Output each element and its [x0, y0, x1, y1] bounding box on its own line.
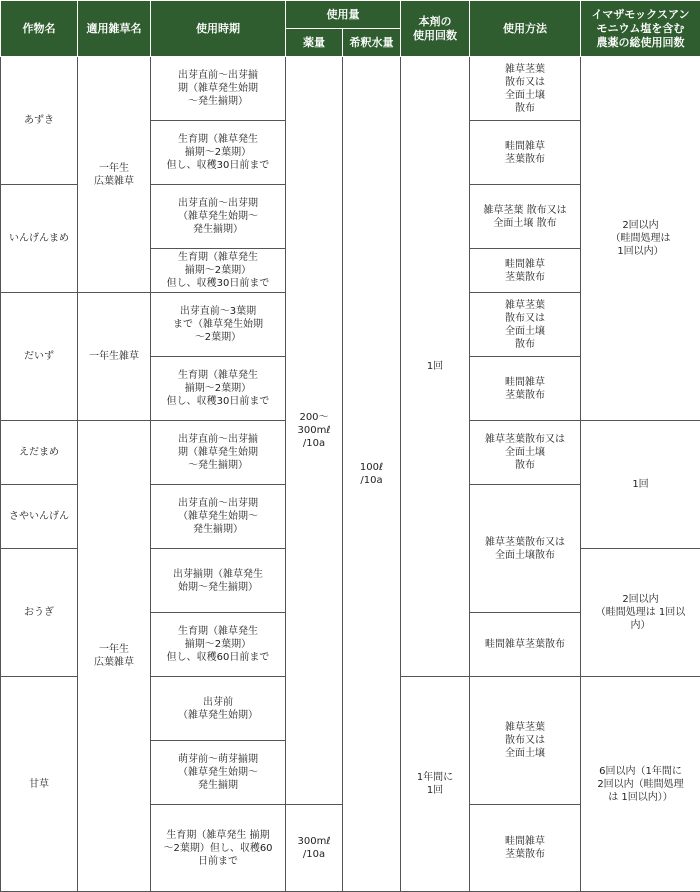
timing-cell: 萌芽前～萌芽揃期 （雑草発生始期～ 発生揃期 [151, 741, 286, 805]
header-total: イマザモックスアン モニウム塩を含む 農薬の総使用回数 [581, 1, 700, 57]
method-cell: 雑草茎葉 散布又は 全面土壌 [470, 677, 581, 805]
method-cell: 畦間雑草 茎葉散布 [470, 357, 581, 421]
dilution-100: 100ℓ /10a [343, 57, 401, 892]
crop-ougi: おうぎ [1, 549, 78, 677]
timing-cell: 出芽直前～出芽揃 期（雑草発生始期 ～発生揃期） [151, 421, 286, 485]
weed-broadleaf-annual: 一年生 広葉雑草 [78, 57, 151, 293]
total-group-4: 6回以内（1年間に 2回以内（畦間処理 は 1回以内）） [581, 677, 700, 892]
timing-cell: 生育期（雑草発生 揃期～2葉期） 但し、収穫30日前まで [151, 357, 286, 421]
times-once-per-year: 1年間に 1回 [401, 677, 470, 892]
crop-ingenmame: いんげんまめ [1, 185, 78, 293]
total-group-2: 1回 [581, 421, 700, 549]
timing-cell: 出芽直前～出芽期 （雑草発生始期～ 発生揃期） [151, 485, 286, 549]
amount-300: 300mℓ /10a [286, 805, 343, 892]
method-cell: 雑草茎葉 散布又は 全面土壌 散布 [470, 185, 581, 249]
timing-cell: 生育期（雑草発生 揃期～2葉期） 但し、収穫60日前まで [151, 613, 286, 677]
timing-cell: 出芽直前～3葉期 まで（雑草発生始期 ～2葉期） [151, 293, 286, 357]
method-cell: 雑草茎葉散布又は 全面土壌散布 [470, 485, 581, 613]
method-cell: 雑草茎葉 散布又は 全面土壌 散布 [470, 293, 581, 357]
header-timing: 使用時期 [151, 1, 286, 57]
timing-cell: 出芽直前～出芽揃 期（雑草発生始期 ～発生揃期） [151, 57, 286, 121]
crop-kanzou: 甘草 [1, 677, 78, 892]
header-dilution: 希釈水量 [343, 29, 401, 57]
header-chemical-amount: 薬量 [286, 29, 343, 57]
times-once: 1回 [401, 57, 470, 677]
crop-edamame: えだまめ [1, 421, 78, 485]
timing-cell: 生育期（雑草発生 揃期～2葉期） 但し、収穫30日前まで [151, 249, 286, 293]
method-cell: 畦間雑草 茎葉散布 [470, 121, 581, 185]
method-cell: 畦間雑草茎葉散布 [470, 613, 581, 677]
crop-daizu: だいず [1, 293, 78, 421]
method-cell: 畦間雑草 茎葉散布 [470, 249, 581, 293]
header-crop: 作物名 [1, 1, 78, 57]
timing-cell: 出芽揃期（雑草発生 始期～発生揃期） [151, 549, 286, 613]
total-group-1: 2回以内 （畦間処理は 1回以内） [581, 57, 700, 421]
method-cell: 雑草茎葉散布又は 全面土壌 散布 [470, 421, 581, 485]
amount-200-300: 200～ 300mℓ /10a [286, 57, 343, 805]
crop-azuki: あずき [1, 57, 78, 185]
timing-cell: 出芽直前～出芽期 （雑草発生始期～ 発生揃期） [151, 185, 286, 249]
weed-broadleaf-annual-2: 一年生 広葉雑草 [78, 421, 151, 892]
header-method: 使用方法 [470, 1, 581, 57]
header-weed: 適用雑草名 [78, 1, 151, 57]
weed-annual: 一年生雑草 [78, 293, 151, 421]
timing-cell: 出芽前 （雑草発生始期） [151, 677, 286, 741]
crop-sayaingen: さやいんげん [1, 485, 78, 549]
timing-cell: 生育期（雑草発生 揃期 ～2葉期）但し、収穫60 日前まで [151, 805, 286, 892]
method-cell: 雑草茎葉 散布又は 全面土壌 散布 [470, 57, 581, 121]
timing-cell: 生育期（雑草発生 揃期～2葉期） 但し、収穫30日前まで [151, 121, 286, 185]
header-times: 本剤の 使用回数 [401, 1, 470, 57]
header-amount: 使用量 [286, 1, 401, 29]
method-cell: 畦間雑草 茎葉散布 [470, 805, 581, 892]
total-group-3: 2回以内 （畦間処理は 1回以 内） [581, 549, 700, 677]
